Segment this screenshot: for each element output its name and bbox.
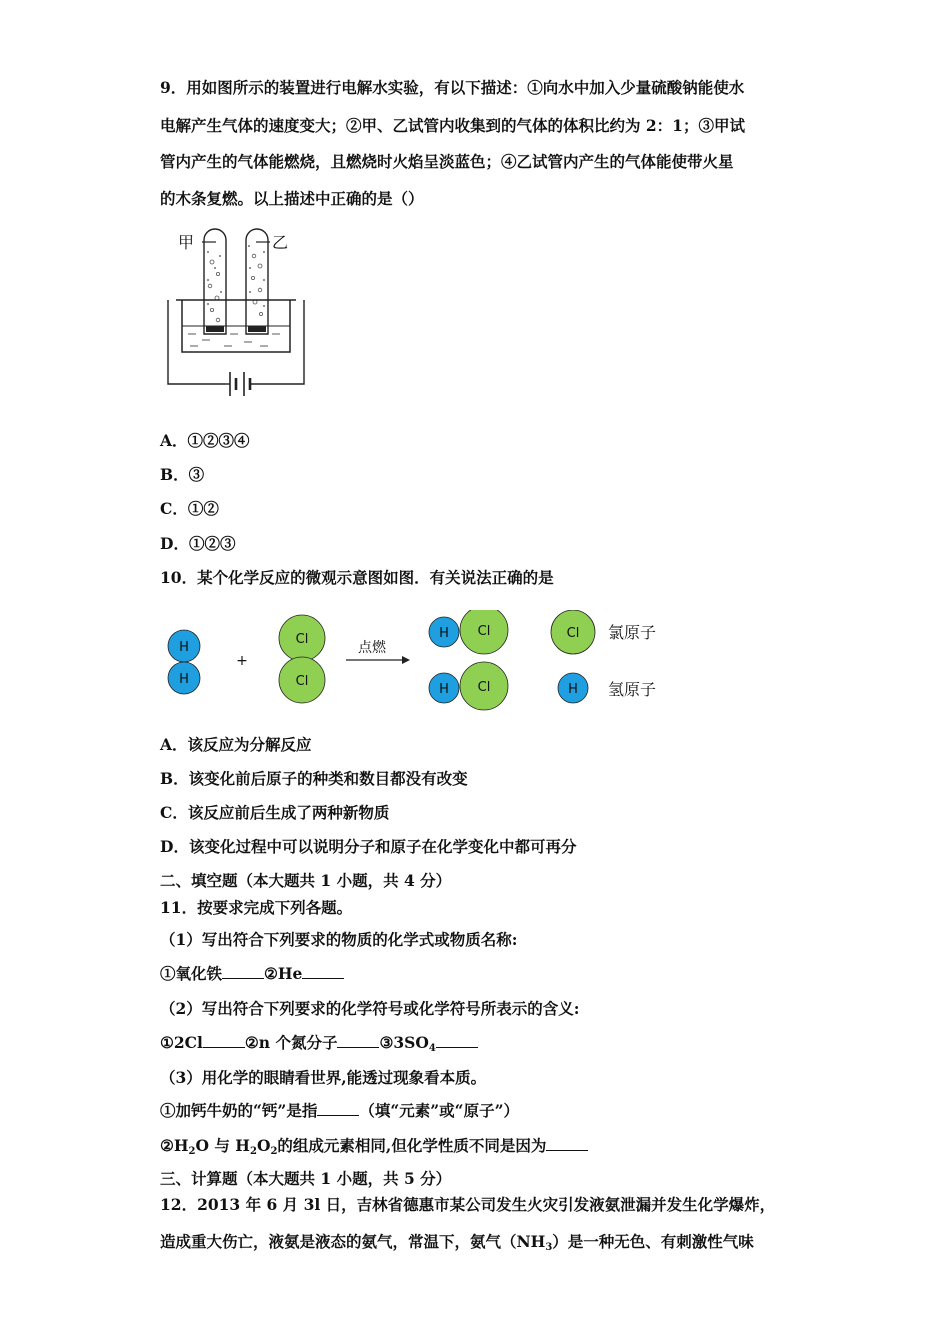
water-waves — [188, 334, 280, 346]
legend-cl-symbol: Cl — [566, 626, 580, 641]
q11-part-3-b-text-4: 的组成元素相同,但化学性质不同是因为 — [277, 1136, 547, 1155]
tube-dots — [207, 245, 265, 307]
legend-h-text: 氢原子 — [608, 680, 657, 699]
bubbles — [208, 254, 262, 322]
q11-part-3-b — [160, 1136, 800, 1156]
reactant-h-label-2: H — [179, 672, 189, 687]
q11-part-2-answers — [160, 1033, 800, 1053]
q11-part-2-a-label: ①2Cl — [160, 1033, 203, 1052]
q9-option-c: C．①② — [160, 499, 219, 518]
legend-h-symbol: H — [568, 682, 578, 697]
product-2-cl-label: Cl — [477, 680, 491, 695]
wire-right — [250, 300, 304, 384]
q11-part-1-b-label: ②He — [264, 964, 303, 983]
electrolysis-figure — [160, 222, 320, 412]
reactant-cl-label-1: Cl — [295, 632, 309, 647]
q11-stem: 11．按要求完成下列各题。 — [160, 898, 353, 917]
q9-option-b: B．③ — [160, 465, 205, 484]
section-3-heading: 三、计算题（本大题共 1 小题，共 5 分） — [160, 1169, 452, 1188]
q11-part-3-b-text-3: O — [256, 1136, 271, 1155]
q11-part-3-b-sub-1: 2 — [188, 1146, 196, 1157]
q11-part-3-b-text-2: O 与 H — [195, 1136, 250, 1155]
q11-part-3-b-sub-2: 2 — [249, 1146, 257, 1157]
reaction-diagram — [160, 610, 680, 720]
plus-sign: + — [236, 653, 248, 669]
q11-part-3: （3）用化学的眼睛看世界,能透过现象看本质。 — [160, 1068, 487, 1087]
q11-part-1: （1）写出符合下列要求的物质的化学式或物质名称: — [160, 930, 518, 949]
q11-blank-6[interactable] — [317, 1101, 359, 1116]
q10-option-c: C．该反应前后生成了两种新物质 — [160, 803, 390, 822]
electrode-right — [248, 326, 266, 332]
q11-blank-3[interactable] — [203, 1033, 245, 1048]
product-2-h-label: H — [439, 682, 449, 697]
q11-part-3-a-hint: （填“元素”或“原子”） — [359, 1101, 520, 1120]
q10-stem: 10．某个化学反应的微观示意图如图．有关说法正确的是 — [160, 568, 554, 587]
electrode-left — [206, 326, 224, 332]
q11-blank-7[interactable] — [546, 1136, 588, 1151]
arrow-label: 点燃 — [358, 640, 386, 656]
q12-line-1: 12．2013 年 6 月 3l 日，吉林省德惠市某公司发生火灾引发液氨泄漏并发生化学爆炸， — [160, 1195, 776, 1214]
q9-option-d: D．①②③ — [160, 534, 236, 553]
q12-line-2-text-2: ）是一种无色、有刺激性气味 — [552, 1232, 754, 1251]
q11-blank-5[interactable] — [436, 1033, 478, 1048]
q11-part-2-b-label: ②n 个氮分子 — [244, 1033, 338, 1052]
q9-line-2: 电解产生气体的速度变大；②甲、乙试管内收集到的气体的体积比约为 2：1；③甲试 — [160, 116, 745, 135]
q12-line-2 — [160, 1232, 800, 1252]
reactant-cl-label-2: Cl — [295, 674, 309, 689]
q11-part-2: （2）写出符合下列要求的化学符号或化学符号所表示的含义: — [160, 999, 580, 1018]
q11-part-3-b-text-1: ②H — [160, 1136, 189, 1155]
q12-line-2-text-1: 造成重大伤亡，液氨是液态的氨气，常温下，氨气（NH — [160, 1232, 546, 1251]
q11-part-1-answers — [160, 964, 800, 984]
q10-option-a: A．该反应为分解反应 — [160, 735, 312, 754]
product-1-cl-label: Cl — [477, 624, 491, 639]
q9-line-1: 9．用如图所示的装置进行电解水实验，有以下描述：①向水中加入少量硫酸钠能使水 — [160, 78, 745, 97]
q11-blank-2[interactable] — [302, 964, 344, 979]
wire-left — [168, 300, 226, 384]
label-jia: 甲 — [178, 233, 195, 252]
product-1-h-label: H — [439, 626, 449, 641]
section-2-heading: 二、填空题（本大题共 1 小题，共 4 分） — [160, 871, 452, 890]
q11-blank-4[interactable] — [337, 1033, 379, 1048]
q9-option-a: A．①②③④ — [160, 431, 250, 450]
q11-part-2-c-label: ③3SO — [379, 1033, 429, 1052]
q11-part-1-a-label: ①氧化铁 — [160, 964, 223, 983]
q10-option-b: B．该变化前后原子的种类和数目都没有改变 — [160, 769, 468, 788]
q11-part-3-a — [160, 1101, 800, 1121]
label-yi: 乙 — [272, 233, 289, 252]
tube-jia — [204, 229, 226, 334]
legend-cl-text: 氯原子 — [608, 623, 657, 642]
reactant-h-label-1: H — [179, 640, 189, 655]
q11-part-2-c-subscript: 4 — [428, 1043, 436, 1054]
q11-blank-1[interactable] — [222, 964, 264, 979]
q9-line-4: 的木条复燃。以上描述中正确的是（） — [160, 189, 424, 208]
q9-line-3: 管内产生的气体能燃烧，且燃烧时火焰呈淡蓝色；④乙试管内产生的气体能使带火星 — [160, 152, 734, 171]
q11-part-3-b-sub-3: 2 — [270, 1146, 278, 1157]
tube-yi — [246, 229, 268, 334]
q12-line-2-sub: 3 — [545, 1242, 553, 1253]
q11-part-3-a-label: ①加钙牛奶的“钙”是指 — [160, 1101, 318, 1120]
q10-option-d: D．该变化过程中可以说明分子和原子在化学变化中都可再分 — [160, 837, 577, 856]
